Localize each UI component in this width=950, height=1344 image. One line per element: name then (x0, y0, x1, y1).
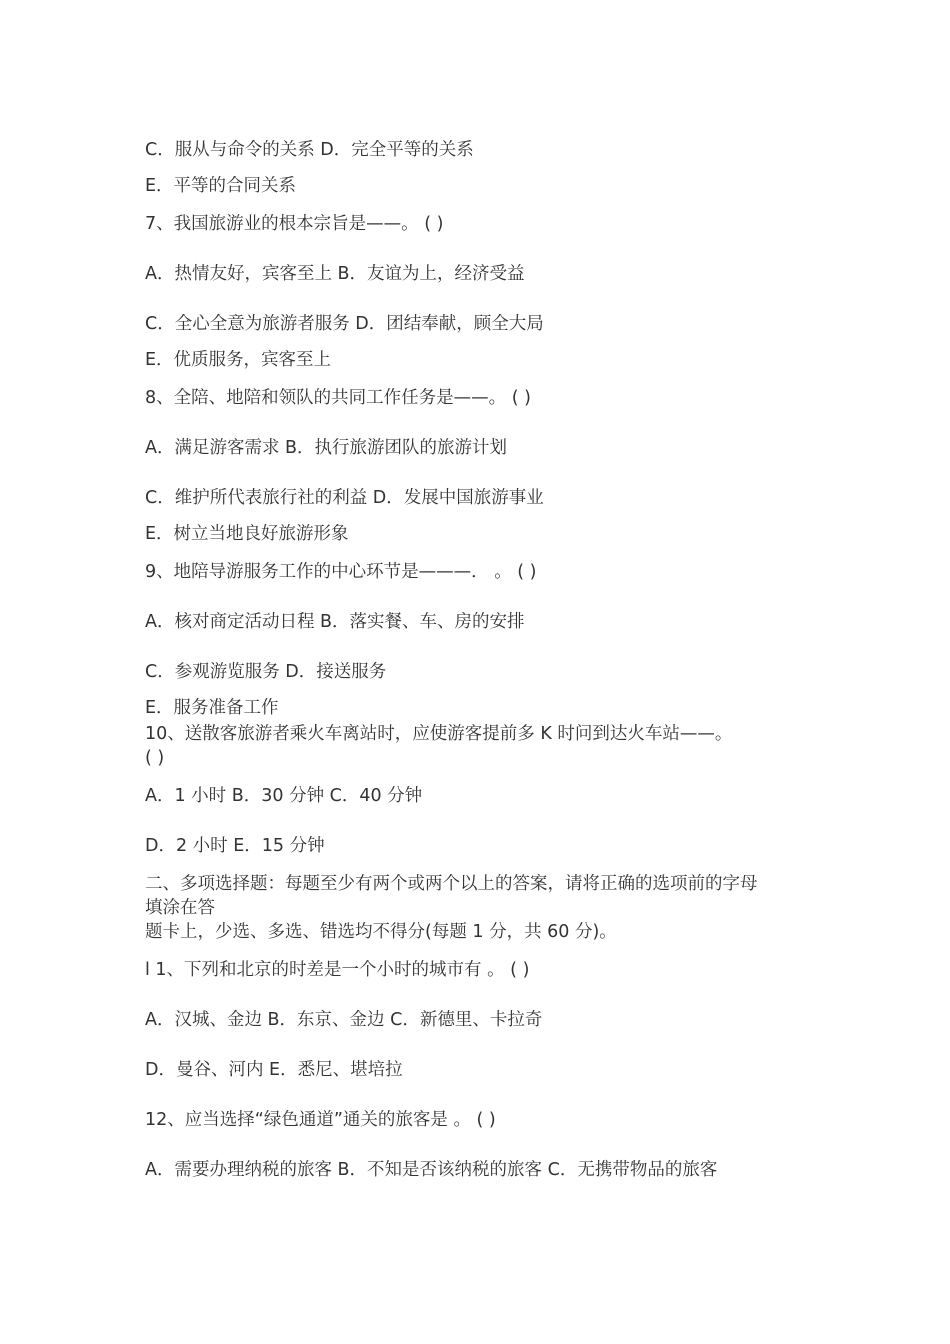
q9-options-cd: C．参观游览服务 D．接送服务 (145, 662, 387, 682)
question-12: 12、应当选择“绿色通道”通关的旅客是 。 ( ) (145, 1110, 496, 1130)
question-9: 9、地陪导游服务工作的中心环节是———． 。 ( ) (145, 562, 537, 582)
q11-options-de: D．曼谷、河内 E．悉尼、堪培拉 (145, 1060, 403, 1080)
q11-options-abc: A．汉城、金边 B．东京、金边 C．新德里、卡拉奇 (145, 1010, 543, 1030)
section-2-heading: 二、多项选择题：每题至少有两个或两个以上的答案，请将正确的选项前的字母 (145, 874, 758, 894)
question-8: 8、全陪、地陪和领队的共同工作任务是——。 ( ) (145, 388, 531, 408)
question-10: 10、送散客旅游者乘火车离站时，应使游客提前多 K 时问到达火车站——。 (145, 724, 733, 744)
q7-options-cd: C．全心全意为旅游者服务 D．团结奉献，顾全大局 (145, 314, 544, 334)
q8-options-ab: A．满足游客需求 B．执行旅游团队的旅游计划 (145, 438, 508, 458)
q8-option-e: E．树立当地良好旅游形象 (145, 524, 349, 544)
q7-option-e: E．优质服务，宾客至上 (145, 350, 332, 370)
q9-option-e: E．服务准备工作 (145, 698, 279, 718)
q7-options-ab: A．热情友好，宾客至上 B．友谊为上，经济受益 (145, 264, 525, 284)
q9-options-ab: A．核对商定活动日程 B．落实餐、车、房的安排 (145, 612, 525, 632)
question-11: l 1、下列和北京的时差是一个小时的城市有 。 ( ) (145, 960, 530, 980)
question-10-blank: ( ) (145, 748, 165, 768)
q6-option-e: E．平等的合同关系 (145, 176, 297, 196)
q6-options-cd: C．服从与命令的关系 D．完全平等的关系 (145, 140, 474, 160)
section-2-heading-cont: 填涂在答 (145, 898, 215, 918)
question-7: 7、我国旅游业的根本宗旨是——。 ( ) (145, 214, 444, 234)
q12-options-abc: A．需要办理纳税的旅客 B．不知是否该纳税的旅客 C．无携带物品的旅客 (145, 1160, 718, 1180)
q8-options-cd: C．维护所代表旅行社的利益 D．发展中国旅游事业 (145, 488, 544, 508)
q10-options-de: D．2 小时 E．15 分钟 (145, 836, 325, 856)
q10-options-abc: A．1 小时 B．30 分钟 C．40 分钟 (145, 786, 423, 806)
section-2-instructions: 题卡上，少选、多选、错选均不得分(每题 1 分，共 60 分)。 (145, 922, 617, 942)
